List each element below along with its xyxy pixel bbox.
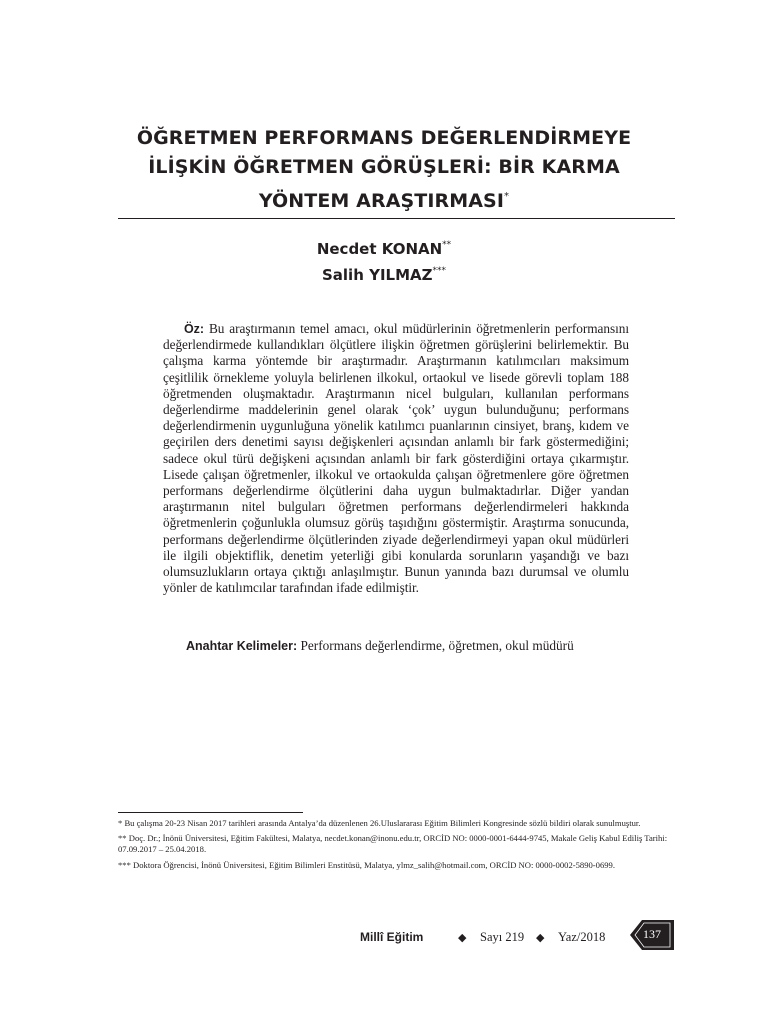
title-divider: [118, 218, 675, 219]
author-1: Necdet KONAN**: [316, 240, 452, 258]
diamond-separator-icon: ◆: [536, 932, 545, 944]
author-1-mark: **: [442, 240, 452, 250]
journal-name: Millî Eğitim: [360, 930, 424, 944]
keywords-text: Performans değerlendirme, öğretmen, okul müdürü: [300, 638, 574, 653]
article-title: [100, 124, 668, 216]
page-number-badge: [630, 920, 674, 950]
footnotes: [118, 818, 675, 875]
title-line-1: ÖĞRETMEN PERFORMANS DEĞERLENDİRMEYE: [136, 127, 632, 149]
footnote-3: *** Doktora Öğrencisi, İnönü Üniversitesi, Eğitim Bilimleri Enstitüsü, Malatya, ylmz_salih@hotmail.com, ORCİD NO: 0000-0002-5890-0699.: [118, 859, 615, 870]
footnote-1: * Bu çalışma 20-23 Nisan 2017 tarihleri arasında Antalya’da düzenlenen 26.Uluslararası Eğitim Bilimleri Kongresinde sözlü bildiri olarak sunulmuştur.: [118, 818, 641, 828]
author-2-mark: ***: [432, 266, 447, 276]
abstract-text: Bu araştırmanın temel amacı, okul müdürlerinin öğretmenlerin performansını değerlendirmede kullandıkları ölçütlere ilişkin öğretmen görüşlerini belirlemektir. Bu çalışma karma yöntemde bir araştırmadır. Araştırmanın katılımcıları maksimum çeşitlilik örnekleme yoluyla belirlenen ilkokul, ortaokul ve lisede görevli toplam 188 öğretmenden oluşmaktadır. Araştırmanın nicel bulguları, kullanılan performans değerlendirme maddelerinin genel olarak ‘çok’ uygun bulunduğunu; performans değerlendirmenin uygunluğuna yönelik katılımcı puanlarının cinsiyet, branş, kıdem ve geçirilen ders denetimi sayısı değişkenleri açısından anlamlı bir fark göstermediğini; sadece okul türü değişkeni açısından anlamlı bir fark gösterdiğini ortaya çıkarmıştır. Lisede çalışan öğretmenler, ilkokul ve ortaokulda çalışan öğretmenlere göre öğretmen performans değerlendirme ölçütlerini daha uygun bulmaktadırlar. Diğer yandan araştırmanın nitel bulguları öğretmen performans değerlendirmeleri hakkında öğretmenlerin çoğunlukla olumsuz görüş taşıdığını göstermiştir. Araştırma sonucunda, performans değerlendirme ölçütlerinden ziyade değerlendirmeyi yapan okul müdürleri ile ilgili objektiflik, denetim yeterliği gibi konularda sorunların yaşandığı ve bazı olumsuzlukların ortaya çıktığı anlaşılmıştır. Bunun yanında bazı durumsal ve olumlu yönler de katılımcılar tarafından ifade edilmiştir.: [163, 321, 629, 596]
footnote-2: ** Doç. Dr.; İnönü Üniversitesi, Eğitim Fakültesi, Malatya, necdet.konan@inonu.edu.tr, ORCİD NO: 0000-0001-6444-9745, Makale Geliş Kabul Ediliş Tarihi: 07.09.2017 – 25.04.2018.: [118, 833, 668, 855]
keywords: [163, 637, 629, 655]
title-footnote-mark: *: [504, 191, 510, 202]
title-line-2: İLİŞKİN ÖĞRETMEN GÖRÜŞLERİ: BİR KARMA: [148, 156, 620, 178]
abstract: [163, 321, 629, 596]
keywords-label: Anahtar Kelimeler:: [186, 639, 298, 653]
author-2: Salih YILMAZ***: [321, 266, 447, 284]
issue-season: Yaz/2018: [558, 930, 606, 944]
abstract-label: Öz:: [184, 322, 204, 336]
diamond-separator-icon: ◆: [458, 932, 467, 944]
issue-number: Sayı 219: [480, 930, 525, 944]
footnote-divider: [118, 812, 303, 813]
author-list: [200, 234, 568, 286]
page-number: 137: [643, 927, 661, 941]
title-line-3: YÖNTEM ARAŞTIRMASI*: [258, 190, 510, 212]
page-footer: [330, 927, 675, 955]
